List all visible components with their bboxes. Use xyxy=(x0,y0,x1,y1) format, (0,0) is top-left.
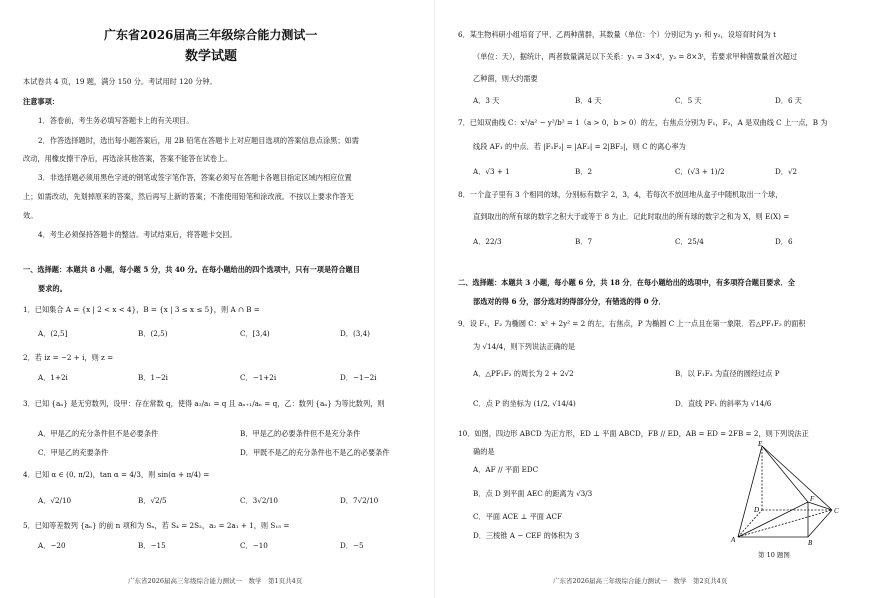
q4-option-c: C．3√2/10 xyxy=(240,496,278,505)
q7-option-a: A．√3 + 1 xyxy=(473,167,510,176)
figure-label-f: F xyxy=(810,495,815,503)
q5-option-a: A．−20 xyxy=(38,541,66,550)
q10-option-d: D．三棱锥 A − CEF 的体积为 3 xyxy=(473,531,580,540)
page-footer: 广东省2026届高三年级综合能力测试一 数学 第1页共4页 xyxy=(128,577,303,585)
q7-option-d: D．√2 xyxy=(775,167,798,176)
exam-title: 广东省2026届高三年级综合能力测试一 xyxy=(104,28,318,42)
section-2-heading: 二、选择题：本题共 3 小题，每小题 6 分，共 18 分．在每小题给出的选项中，有多项符合题目要求．全 xyxy=(458,278,795,287)
q1-option-b: B．(2,5) xyxy=(138,329,168,338)
section-1-heading: 一、选择题：本题共 8 小题，每小题 5 分，共 40 分。在每小题给出的四个选项中，只有一项是符合题目 xyxy=(23,265,360,274)
figure-label-a: A xyxy=(731,536,736,544)
figure-label-b: B xyxy=(808,539,813,547)
q9-option-c: C．点 P 的坐标为 (1/2, √14/4) xyxy=(473,399,576,408)
right-page xyxy=(435,0,870,598)
q6-option-c: C．5 天 xyxy=(675,96,702,105)
q3-option-b: B．甲是乙的必要条件但不是充分条件 xyxy=(240,429,361,438)
q1-option-a: A．(2,5] xyxy=(38,329,68,338)
figure-label-e: E xyxy=(758,440,763,448)
notice-line: 1．答卷前，考生务必填写答题卡上的有关项目。 xyxy=(38,116,194,125)
notice-line: 2．作答选择题时，选出每小题答案后，用 2B 铅笔在答题卡上对应题目选项的答案信息点涂黑；如需 xyxy=(38,136,359,145)
q3-option-d: D．甲既不是乙的充分条件也不是乙的必要条件 xyxy=(240,448,390,457)
question-6-line-3: 乙种菌，则大约需要 xyxy=(473,74,538,83)
question-2: 2．若 iz = −2 + i，则 z = xyxy=(23,353,114,362)
question-7-line-1: 7．已知双曲线 C：x²/a² − y²/b² = 1（a > 0，b > 0）的左，右焦点分别为 F₁，F₂，A 是双曲线 C 上一点，B 为 xyxy=(458,118,828,127)
q6-option-b: B．4 天 xyxy=(575,96,602,105)
notice-line: 改动，用橡皮擦干净后，再选涂其他答案，答案不能答在试卷上。 xyxy=(23,154,232,163)
q5-option-c: C．−10 xyxy=(240,541,268,550)
question-9-line-2: 为 √14/4，则下列说法正确的是 xyxy=(473,342,576,351)
q10-option-c: C．平面 ACE ⊥ 平面 ACF xyxy=(473,512,562,521)
q2-option-b: B．1−2i xyxy=(138,373,168,382)
q7-option-b: B．2 xyxy=(575,167,593,176)
question-1: 1．已知集合 A = {x | 2 < x < 4}，B = {x | 3 ≤ x ≤ 5}，则 A ∩ B = xyxy=(23,305,260,314)
q5-option-d: D．−5 xyxy=(340,541,364,550)
question-3: 3．已知 {aₙ} 是无穷数列，设甲：存在常数 q，使得 a₂/a₁ = q 且 aₙ₊₁/aₙ = q，乙：数列 {aₙ} 为等比数列，则 xyxy=(23,399,385,408)
q8-option-d: D．6 xyxy=(775,237,793,246)
figure-label-d: D xyxy=(754,506,760,514)
q2-option-c: C．−1+2i xyxy=(240,373,277,382)
q10-option-b: B．点 D 到平面 AEC 的距离为 √3/3 xyxy=(473,489,593,498)
q6-option-d: D．6 天 xyxy=(775,96,802,105)
q10-option-a: A．AF // 平面 EDC xyxy=(473,465,539,474)
exam-info: 本试卷共 4 页，19 题，满分 150 分。考试用时 120 分钟。 xyxy=(23,77,217,86)
q9-option-d: D．直线 PF₁ 的斜率为 √14/6 xyxy=(675,399,772,408)
q8-option-b: B．7 xyxy=(575,237,593,246)
question-10-line-1: 10．如图，四边形 ABCD 为正方形，ED ⊥ 平面 ABCD，FB // ED，AB = ED = 2FB = 2，则下列说法正 xyxy=(458,429,809,438)
notice-line: 3．非选择题必须用黑色字迹的钢笔或签字笔作答，答案必须写在答题卡各题目指定区域内相应位置 xyxy=(38,173,352,182)
q6-option-a: A．3 天 xyxy=(473,96,500,105)
question-6-line-1: 6．某生物科研小组培育了甲、乙两种菌群，其数量（单位：个）分别记为 y₁ 和 y₂，设培育时间为 t xyxy=(458,30,776,39)
q1-option-c: C．[3,4) xyxy=(240,329,270,338)
question-7-line-2: 线段 AF₁ 的中点．若 |F₁F₂| = |AF₂| = 2|BF₂|，则 C 的离心率为 xyxy=(473,142,686,151)
q9-option-a: A．△PF₁F₂ 的周长为 2 + 2√2 xyxy=(473,369,574,378)
notice-line: 上；如需改动，先划掉原来的答案，然后再写上新的答案；不准使用铅笔和涂改液。不按以上要求作答无 xyxy=(23,192,354,201)
figure-label-c: C xyxy=(834,507,839,515)
q4-option-b: B．√2/5 xyxy=(138,496,167,505)
q2-option-a: A．1+2i xyxy=(38,373,68,382)
q7-option-c: C．(√3 + 1)/2 xyxy=(675,167,725,176)
q4-option-d: D．7√2/10 xyxy=(340,496,379,505)
q3-option-c: C．甲是乙的充要条件 xyxy=(38,448,109,457)
figure-caption: 第 10 题图 xyxy=(758,551,790,559)
question-6-line-2: （单位：天），据统计，两者数量满足以下关系：y₁ = 3×4ᵗ，y₂ = 8×3ᵗ，若要求甲种菌数量首次超过 xyxy=(473,52,798,61)
notice-line: 效。 xyxy=(23,211,38,220)
question-4: 4．已知 α ∈ (0, π/2)，tan α = 4/3，则 sin(α + π/4) = xyxy=(23,470,210,479)
q9-option-b: B．以 F₁F₂ 为直径的圆经过点 P xyxy=(675,369,780,378)
q10-geometry-figure xyxy=(730,440,845,548)
subject-title: 数学试题 xyxy=(185,49,238,64)
q5-option-b: B．−15 xyxy=(138,541,166,550)
notice-heading: 注意事项： xyxy=(23,97,59,106)
q1-option-d: D．(3,4) xyxy=(340,329,370,338)
question-10-line-2: 确的是 xyxy=(473,447,495,456)
q8-option-a: A．22/3 xyxy=(473,237,502,246)
q3-option-a: A．甲是乙的充分条件但不是必要条件 xyxy=(38,429,159,438)
question-8-line-1: 8．一个盒子里有 3 个相同的球，分别标有数字 2，3，4，若每次不放回地从盒子中随机取出一个球， xyxy=(458,190,783,199)
question-9-line-1: 9．设 F₁，F₂ 为椭圆 C：x² + 2y² = 2 的左，右焦点，P 为椭圆 C 上一点且在第一象限．若△PF₁F₂ 的面积 xyxy=(458,319,806,328)
q2-option-d: D．−1−2i xyxy=(340,373,377,382)
page-footer: 广东省2026届高三年级综合能力测试一 数学 第2页共4页 xyxy=(553,577,728,585)
question-8-line-2: 直到取出的所有球的数字之积大于或等于 8 为止．记此时取出的所有球的数字之和为 X，则 E(X) = xyxy=(473,212,790,221)
notice-line: 4．考生必须保持答题卡的整洁。考试结束后，将答题卡交回。 xyxy=(38,230,237,239)
section-2-heading-cont: 部选对的得 6 分，部分选对的得部分分，有错选的得 0 分． xyxy=(473,297,666,306)
q8-option-c: C．25/4 xyxy=(675,237,704,246)
section-1-heading-cont: 要求的。 xyxy=(38,284,67,293)
q4-option-a: A．√2/10 xyxy=(38,496,72,505)
question-5: 5．已知等差数列 {aₙ} 的前 n 项和为 Sₙ，若 S₄ = 2S₂，a₂ = 2a₁ + 1，则 S₁₅ = xyxy=(23,521,290,530)
